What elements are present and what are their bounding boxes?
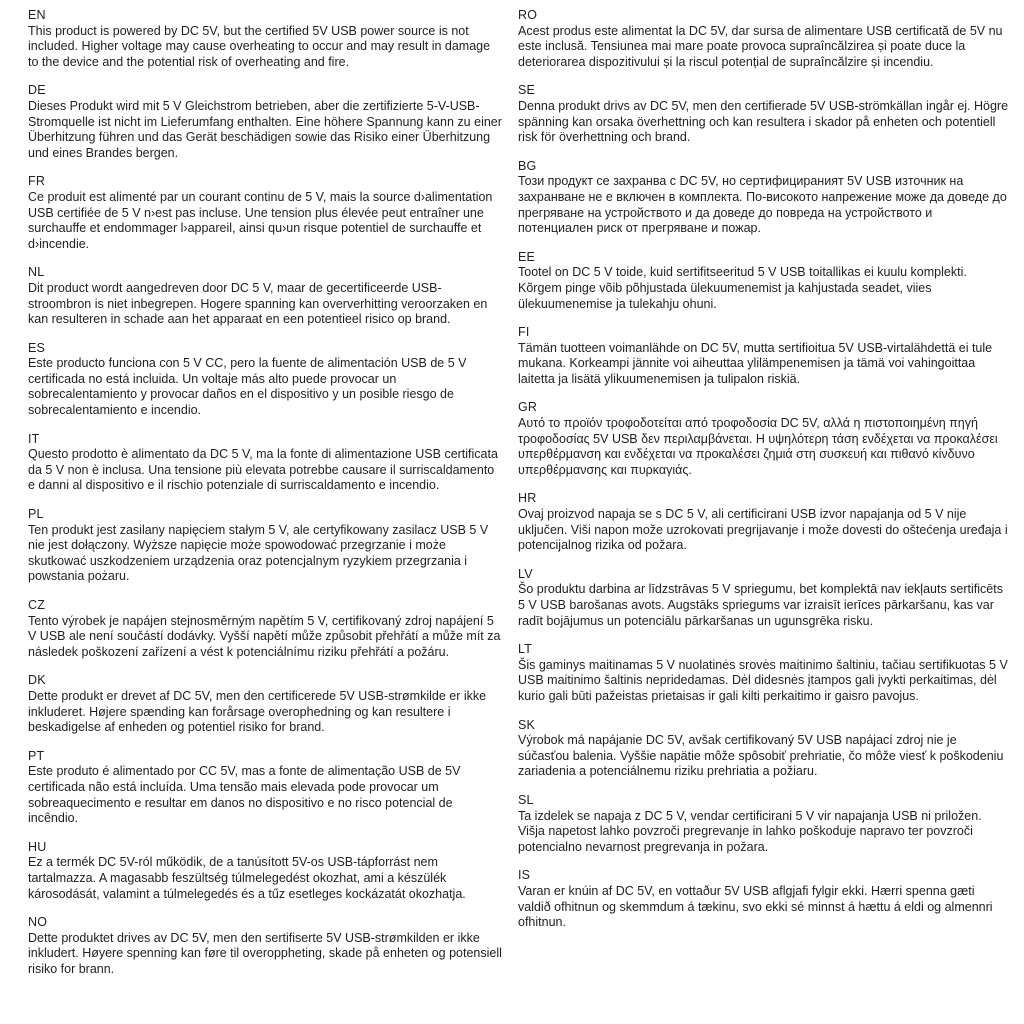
language-section-hu bbox=[28, 840, 502, 902]
language-section-dk bbox=[28, 673, 502, 735]
language-section-nl bbox=[28, 265, 502, 327]
language-section-lt bbox=[518, 642, 1010, 704]
language-section-bg bbox=[518, 159, 1010, 237]
warning-paragraph: Výrobok má napájanie DC 5V, avšak certifikovaný 5V USB napájací zdroj nie je súčasťou balenia. Vyššie napätie môže spôsobiť prehriatie, čo môže viesť k poškodeniu zariadenia a potenciálnemu riziku prehriatia a požiaru. bbox=[518, 733, 1004, 779]
warning-paragraph: Ten produkt jest zasilany napięciem stałym 5 V, ale certyfikowany zasilacz USB 5 V nie jest dołączony. Wyższe napięcie może spowodować przegrzanie i może skutkować uszkodzeniem urządzenia oraz potencjalnym ryzykiem przegrzania i powstania pożaru. bbox=[28, 522, 489, 584]
warning-paragraph: Este produto é alimentado por CC 5V, mas a fonte de alimentação USB de 5V certificada não está incluída. Uma tensão mais elevada pode provocar um sobreaquecimento e resultar em danos no dispositivo e no risco potencial de incêndio. bbox=[28, 764, 461, 826]
language-section-cz bbox=[28, 598, 502, 660]
language-code-label: DE bbox=[28, 83, 46, 98]
language-section-sl bbox=[518, 793, 1010, 855]
warning-paragraph: Αυτό το προϊόν τροφοδοτείται από τροφοδοσία DC 5V, αλλά η πιστοποιημένη πηγή τροφοδοσίας 5V USB δεν περιλαμβάνεται. Η υψηλότερη τάση ενδέχεται να προκαλέσει υπερθέρμανση και ενδέχεται να προκαλέσει ζημιά στη συσκευή και πιθανό κίνδυνο υπερθέρμανσης και πυρκαγιάς. bbox=[518, 416, 998, 477]
warning-paragraph: Dieses Produkt wird mit 5 V Gleichstrom betrieben, aber die zertifizierte 5-V-USB-Stromquelle ist nicht im Lieferumfang enthalten. Eine höhere Spannung kann zu einer Überhitzung führen und das Gerät beschädigen sowie das Risiko einer Überhitzung und eines Brandes bergen. bbox=[28, 98, 502, 160]
language-code-label: LT bbox=[518, 642, 533, 657]
warning-paragraph: Tootel on DC 5 V toide, kuid sertifitseeritud 5 V USB toitallikas ei kuulu komplekti. Kõrgem pinge võib põhjustada ülekuumenemist ja kahjustada seadet, viies ülekuumenemise ja tulekahju ohuni. bbox=[518, 265, 967, 311]
language-code-label: PT bbox=[28, 748, 45, 763]
warning-paragraph: Ovaj proizvod napaja se s DC 5 V, ali certificirani USB izvor napajanja od 5 V nije uključen. Viši napon može uzrokovati pregrijavanje i može dovesti do oštećenja uređaja i potencijalnog rizika od požara. bbox=[518, 507, 1008, 553]
language-code-label: ES bbox=[28, 340, 46, 355]
language-section-is bbox=[518, 868, 1010, 930]
language-code-label: HU bbox=[28, 839, 47, 854]
left-column bbox=[28, 8, 502, 1016]
language-code-label: SK bbox=[518, 717, 536, 732]
warning-paragraph: Ce produit est alimenté par un courant continu de 5 V, mais la source d›alimentation USB certifiée de 5 V n›est pas incluse. Une tension plus élevée peut entraîner une surchauffe et endommager l›appareil, ainsi qu›un risque potentiel de surchauffe et d›incendie. bbox=[28, 189, 493, 251]
language-section-ee bbox=[518, 250, 1010, 312]
warning-paragraph: Dette produktet drives av DC 5V, men den sertifiserte 5V USB-strømkilden er ikke inkludert. Høyere spenning kan føre til overoppheting, skade på enheten og potensiell risiko for brann. bbox=[28, 930, 502, 976]
language-section-ro bbox=[518, 8, 1010, 70]
language-section-no bbox=[28, 915, 502, 977]
language-code-label: NO bbox=[28, 915, 48, 930]
language-section-en bbox=[28, 8, 502, 70]
language-code-label: BG bbox=[518, 158, 537, 173]
language-section-sk bbox=[518, 718, 1010, 780]
language-section-it bbox=[28, 432, 502, 494]
language-code-label: SL bbox=[518, 792, 534, 807]
warning-paragraph: Šo produktu darbina ar līdzstrāvas 5 V spriegumu, bet komplektā nav iekļauts sertificēts 5 V USB barošanas avots. Augstāks spriegums var izraisīt ierīces pārkaršanu, kas var radīt bojājumus un potenciālu pārkaršanas un ugunsgrēka risku. bbox=[518, 582, 1003, 628]
language-code-label: RO bbox=[518, 8, 538, 22]
language-code-label: IT bbox=[28, 431, 40, 446]
warning-paragraph: Questo prodotto è alimentato da DC 5 V, ma la fonte di alimentazione USB certificata da 5 V non è inclusa. Una tensione più elevata potrebbe causare il surriscaldamento e danni al dispositivo e il rischio potenziale di surriscaldamento e incendio. bbox=[28, 447, 498, 493]
language-code-label: NL bbox=[28, 265, 45, 280]
language-section-hr bbox=[518, 491, 1010, 553]
language-section-fr bbox=[28, 174, 502, 252]
language-section-pt bbox=[28, 749, 502, 827]
warning-paragraph: This product is powered by DC 5V, but the certified 5V USB power source is not included. Higher voltage may cause overheating to occur and may result in damage to the device and the potential risk of overheating and fire. bbox=[28, 23, 491, 69]
language-code-label: PL bbox=[28, 507, 44, 522]
language-code-label: FR bbox=[28, 174, 46, 189]
warning-paragraph: Ez a termék DC 5V-ról működik, de a tanúsított 5V-os USB-tápforrást nem tartalmazza. A magasabb feszültség túlmelegedést okozhat, ami a készülék károsodását, valamint a túlmelegedés és a tűz esetleges kockázatát okozhatja. bbox=[28, 855, 466, 901]
warning-paragraph: Denna produkt drivs av DC 5V, men den certifierade 5V USB-strömkällan ingår ej. Högre spänning kan orsaka överhettning och kan resultera i skador på enheten och potentiell risk för överhettning och brand. bbox=[518, 98, 1009, 145]
language-code-label: SE bbox=[518, 83, 536, 98]
warning-paragraph: Tämän tuotteen voimanlähde on DC 5V, mutta sertifioitua 5V USB-virtalähdettä ei tule mukana. Korkeampi jännite voi aiheuttaa ylilämpenemisen ja tämä voi vahingoittaa laitetta ja lisätä ylikuumenemisen ja tulipalon riskiä. bbox=[518, 340, 993, 386]
language-code-label: CZ bbox=[28, 598, 46, 612]
language-code-label: DK bbox=[28, 673, 46, 688]
language-code-label: HR bbox=[518, 491, 537, 506]
warning-paragraph: Acest produs este alimentat la DC 5V, dar sursa de alimentare USB certificată de 5V nu este inclusă. Tensiunea mai mare poate provoca supraîncălzirea și poate duce la deteriorarea dispozitivului și la riscul potențial de supraîncălzire și incendiu. bbox=[518, 23, 1003, 69]
language-section-de bbox=[28, 83, 502, 161]
warning-paragraph: Този продукт се захранва с DC 5V, но сертифицираният 5V USB източник на захранване не е включен в комплекта. По-високото напрежение може да доведе до прегряване на устройството и да доведе до повреда на устройството и потенциален риск от прегряване и пожар. bbox=[518, 174, 1007, 236]
warning-paragraph: Ta izdelek se napaja z DC 5 V, vendar certificirani 5 V vir napajanja USB ni priložen. Višja napetost lahko povzroči pregrevanje in lahko poškoduje napravo ter povzroči potencialno nevarnost pregrevanja in požara. bbox=[518, 808, 982, 854]
warning-paragraph: Dit product wordt aangedreven door DC 5 V, maar de gecertificeerde USB-stroombron is niet inbegrepen. Hogere spanning kan oververhitting veroorzaken en kan resulteren in schade aan het apparaat en een potentieel risico op brand. bbox=[28, 280, 488, 327]
warning-paragraph: Dette produkt er drevet af DC 5V, men den certificerede 5V USB-strømkilde er ikke inkluderet. Højere spænding kan forårsage overophedning og kan resultere i beskadigelse af enheden og potentiel risiko for brand. bbox=[28, 688, 487, 735]
language-section-lv bbox=[518, 567, 1010, 629]
warning-paragraph: Tento výrobek je napájen stejnosměrným napětím 5 V, certifikovaný zdroj napájení 5 V USB ale není součástí dodávky. Vyšší napětí může způsobit přehřátí a může mít za následek poškození zařízení a vést k potenciálnímu riziku přehřátí a požáru. bbox=[28, 613, 501, 659]
language-section-es bbox=[28, 341, 502, 419]
right-column bbox=[518, 8, 1010, 1016]
language-section-pl bbox=[28, 507, 502, 585]
language-code-label: LV bbox=[518, 566, 533, 581]
language-section-gr bbox=[518, 400, 1010, 478]
warning-paragraph: Este producto funciona con 5 V CC, pero la fuente de alimentación USB de 5 V certificada no está incluida. Un voltaje más alto puede provocar un sobrecalentamiento y provocar daños en el dispositivo y un posible riesgo de sobrecalentamiento e incendio. bbox=[28, 356, 467, 418]
language-section-se bbox=[518, 83, 1010, 145]
language-code-label: FI bbox=[518, 325, 530, 340]
language-code-label: IS bbox=[518, 868, 531, 883]
language-code-label: GR bbox=[518, 400, 538, 415]
warning-paragraph: Šis gaminys maitinamas 5 V nuolatinės srovės maitinimo šaltiniu, tačiau sertifikuotas 5 V USB maitinimo šaltinis nepridedamas. Dėl didesnės įtampos gali įvykti perkaitimas, dėl kurio gali būti pažeistas prietaisas ir gali kilti perkaitimo ir gaisro pavojus. bbox=[518, 657, 1008, 703]
language-code-label: EN bbox=[28, 8, 46, 22]
language-section-fi bbox=[518, 325, 1010, 387]
language-code-label: EE bbox=[518, 249, 536, 264]
warning-paragraph: Varan er knúin af DC 5V, en vottaður 5V USB aflgjafi fylgir ekki. Hærri spenna gæti valdið ofhitnun og skemmdum á tækinu, svo ekki sé minnst á hættu á eldi og almennri ofhitnun. bbox=[518, 883, 993, 930]
